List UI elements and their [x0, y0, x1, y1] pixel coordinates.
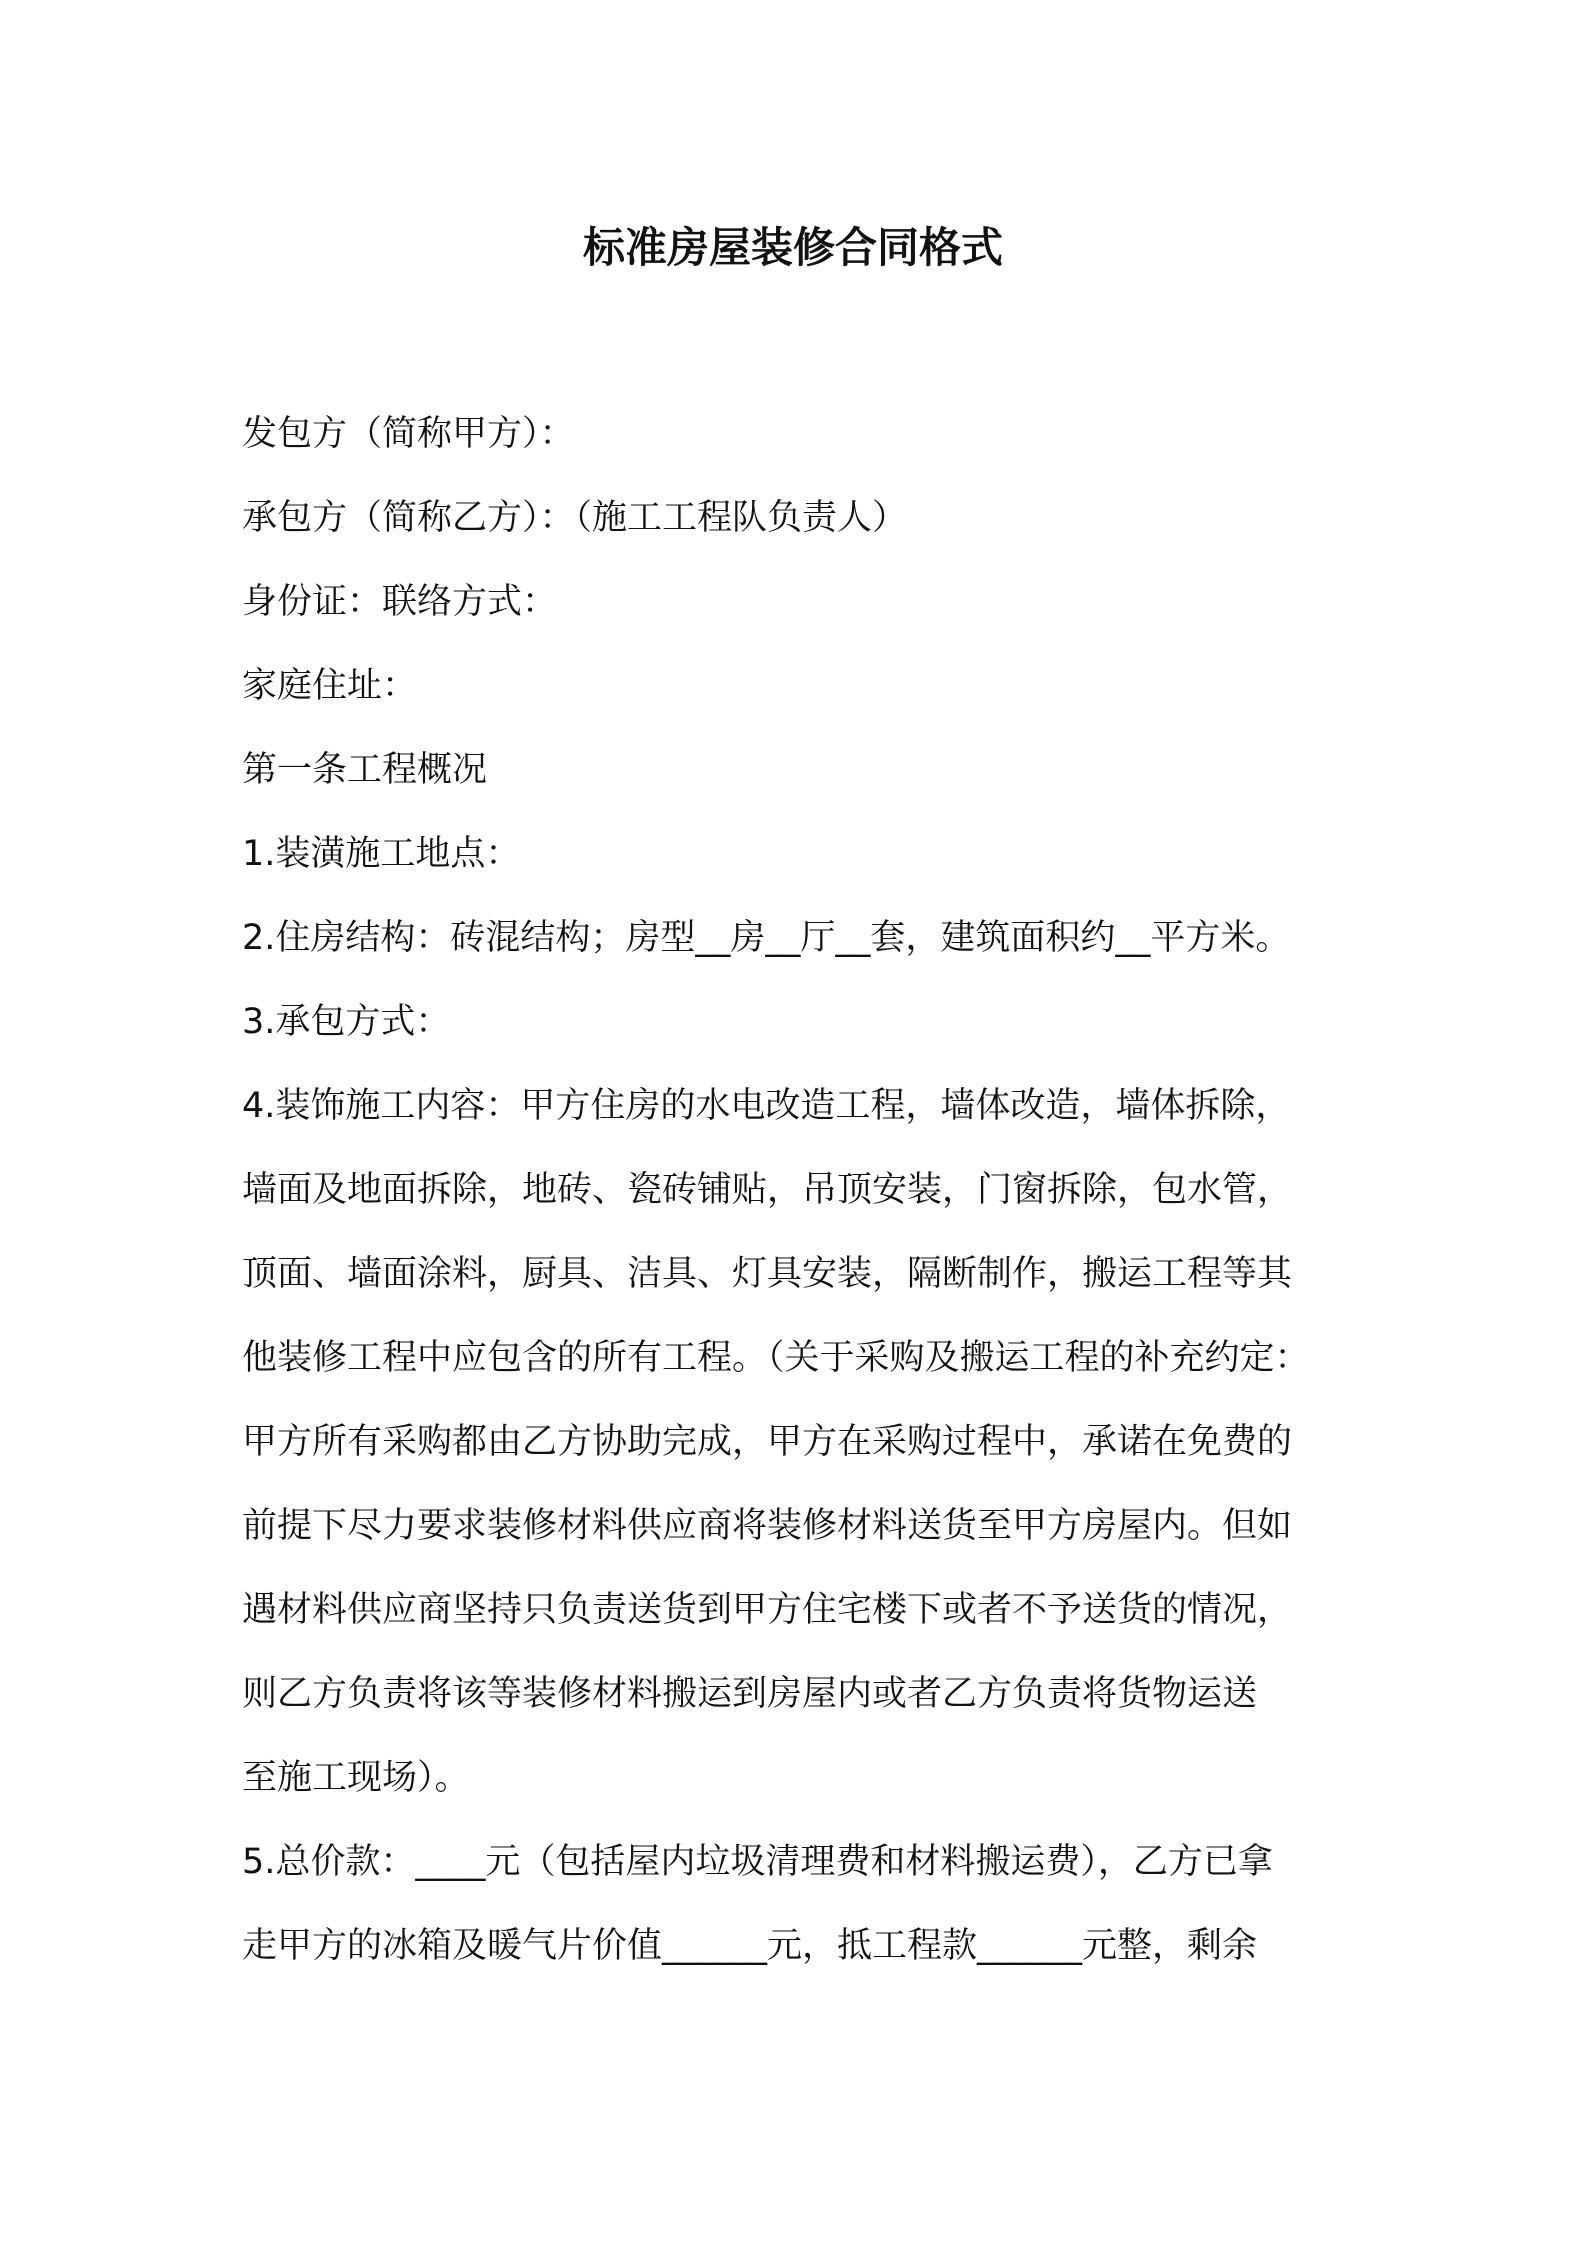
clause-4-content-line: 遇材料供应商坚持只负责送货到甲方住宅楼下或者不予送货的情况， [242, 1590, 1293, 1630]
clause-4-content-line: 他装修工程中应包含的所有工程。（关于采购及搬运工程的补充约定： [242, 1338, 1310, 1378]
clause-4-content-line: 甲方所有采购都由乙方协助完成，甲方在采购过程中，承诺在免费的 [242, 1422, 1293, 1462]
party-a-line: 发包方（简称甲方）： [242, 414, 575, 454]
id-contact-line: 身份证：联络方式： [242, 582, 558, 622]
clause-4-content-line: 前提下尽力要求装修材料供应商将装修材料送货至甲方房屋内。但如 [242, 1506, 1293, 1546]
party-b-line: 承包方（简称乙方）：（施工工程队负责人） [242, 498, 908, 538]
clause-4-content-line: 墙面及地面拆除，地砖、瓷砖铺贴，吊顶安装，门窗拆除，包水管， [242, 1170, 1293, 1210]
document-title: 标准房屋装修合同格式 [582, 223, 1003, 272]
clause-4-content-line: 4.装饰施工内容：甲方住房的水电改造工程，墙体改造，墙体拆除， [242, 1086, 1291, 1126]
clause-4-content-line: 顶面、墙面涂料，厨具、洁具、灯具安装，隔断制作，搬运工程等其 [242, 1254, 1293, 1294]
clause-3-contract-mode: 3.承包方式： [242, 1002, 451, 1042]
clause-4-content-line: 则乙方负责将该等装修材料搬运到房屋内或者乙方负责将货物运送 [242, 1674, 1258, 1714]
clause-1-location: 1.装潢施工地点： [242, 834, 521, 874]
home-address-line: 家庭住址： [242, 666, 418, 706]
clause-4-content-line: 至施工现场）。 [242, 1758, 470, 1798]
article-one-heading: 第一条工程概况 [242, 750, 488, 790]
clause-5-price-line: 走甲方的冰箱及暖气片价值______元，抵工程款______元整，剩余 [242, 1926, 1258, 1966]
clause-2-structure: 2.住房结构：砖混结构；房型__房__厅__套，建筑面积约__平方米。 [242, 918, 1291, 958]
clause-5-price-line: 5.总价款：____元（包括屋内垃圾清理费和材料搬运费），乙方已拿 [242, 1842, 1273, 1882]
